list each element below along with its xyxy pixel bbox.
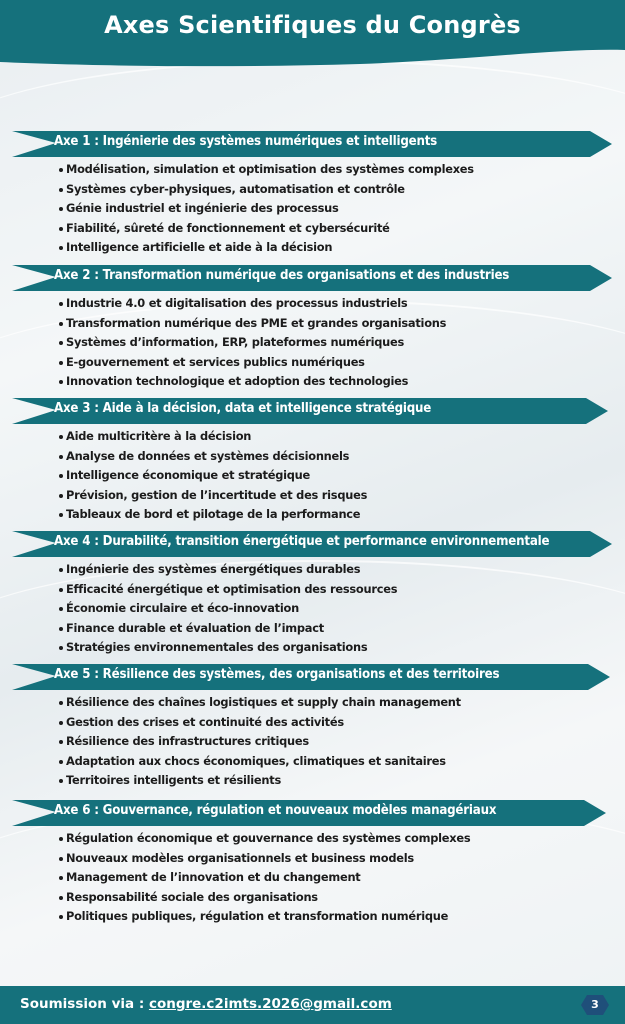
topic-list-item: Efficacité énergétique et optimisation des ressources (66, 580, 625, 600)
axis-banner (0, 528, 625, 558)
axis-section-3 (0, 395, 625, 525)
topic-list-item: Transformation numérique des PME et grandes organisations (66, 314, 625, 334)
page-header (0, 0, 625, 70)
topic-list-item: Finance durable et évaluation de l’impact (66, 619, 625, 639)
topic-list-item: Management de l’innovation et du changement (66, 868, 625, 888)
topic-list-item: Politiques publiques, régulation et transformation numérique (66, 907, 625, 927)
page-footer (0, 986, 625, 1024)
page-title: Axes Scientifiques du Congrès (104, 11, 521, 39)
topic-list-item: Industrie 4.0 et digitalisation des processus industriels (66, 294, 625, 314)
topic-list-item: Gestion des crises et continuité des activités (66, 713, 625, 733)
topic-list-item: Intelligence artificielle et aide à la décision (66, 238, 625, 258)
topic-list-item: Fiabilité, sûreté de fonctionnement et cybersécurité (66, 219, 625, 239)
topic-list-item: Ingénierie des systèmes énergétiques durables (66, 560, 625, 580)
topic-list-item: Régulation économique et gouvernance des systèmes complexes (66, 829, 625, 849)
topic-list-item: Économie circulaire et éco-innovation (66, 599, 625, 619)
topic-list-item: Nouveaux modèles organisationnels et business models (66, 849, 625, 869)
axis-title: Axe 3 : Aide à la décision, data et intelligence stratégique (54, 401, 432, 416)
axis-banner (0, 128, 625, 158)
topic-list-item: Modélisation, simulation et optimisation des systèmes complexes (66, 160, 625, 180)
topic-list-item: Résilience des infrastructures critiques (66, 732, 625, 752)
topic-list-item: Aide multicritère à la décision (66, 427, 625, 447)
topic-list-item: Adaptation aux chocs économiques, climatiques et sanitaires (66, 752, 625, 772)
axis-topic-list (0, 560, 625, 658)
axis-section-5 (0, 661, 625, 791)
topic-list-item: Systèmes cyber-physiques, automatisation et contrôle (66, 180, 625, 200)
axis-section-6 (0, 797, 625, 927)
topic-list-item: Responsabilité sociale des organisations (66, 888, 625, 908)
axis-title: Axe 6 : Gouvernance, régulation et nouveaux modèles managériaux (54, 803, 497, 818)
page-number: 3 (591, 998, 599, 1011)
axis-topic-list (0, 160, 625, 258)
topic-list-item: E-gouvernement et services publics numériques (66, 353, 625, 373)
axis-section-4 (0, 528, 625, 658)
topic-list-item: Génie industriel et ingénierie des processus (66, 199, 625, 219)
topic-list-item: Intelligence économique et stratégique (66, 466, 625, 486)
axis-topic-list (0, 427, 625, 525)
axis-topic-list (0, 693, 625, 791)
topic-list-item: Systèmes d’information, ERP, plateformes numériques (66, 333, 625, 353)
topic-list-item: Territoires intelligents et résilients (66, 771, 625, 791)
page-number-badge (580, 994, 610, 1016)
axis-banner (0, 797, 625, 827)
axis-banner (0, 262, 625, 292)
topic-list-item: Prévision, gestion de l’incertitude et des risques (66, 486, 625, 506)
topic-list-item: Innovation technologique et adoption des technologies (66, 372, 625, 392)
axis-banner (0, 395, 625, 425)
axis-title: Axe 5 : Résilience des systèmes, des organisations et des territoires (54, 667, 500, 682)
topic-list-item: Stratégies environnementales des organisations (66, 638, 625, 658)
axis-title: Axe 4 : Durabilité, transition énergétique et performance environnementale (54, 534, 550, 549)
submission-email-link[interactable]: congre.c2imts.2026@gmail.com (148, 996, 392, 1012)
axis-section-1 (0, 128, 625, 258)
axis-section-2 (0, 262, 625, 392)
topic-list-item: Analyse de données et systèmes décisionnels (66, 447, 625, 467)
axis-banner (0, 661, 625, 691)
submission-label-text: Soumission via : (20, 996, 149, 1012)
axis-topic-list (0, 294, 625, 392)
axis-topic-list (0, 829, 625, 927)
submission-label (20, 996, 392, 1012)
topic-list-item: Résilience des chaînes logistiques et supply chain management (66, 693, 625, 713)
axis-title: Axe 2 : Transformation numérique des organisations et des industries (54, 268, 510, 283)
topic-list-item: Tableaux de bord et pilotage de la performance (66, 505, 625, 525)
axis-title: Axe 1 : Ingénierie des systèmes numériques et intelligents (54, 134, 438, 149)
